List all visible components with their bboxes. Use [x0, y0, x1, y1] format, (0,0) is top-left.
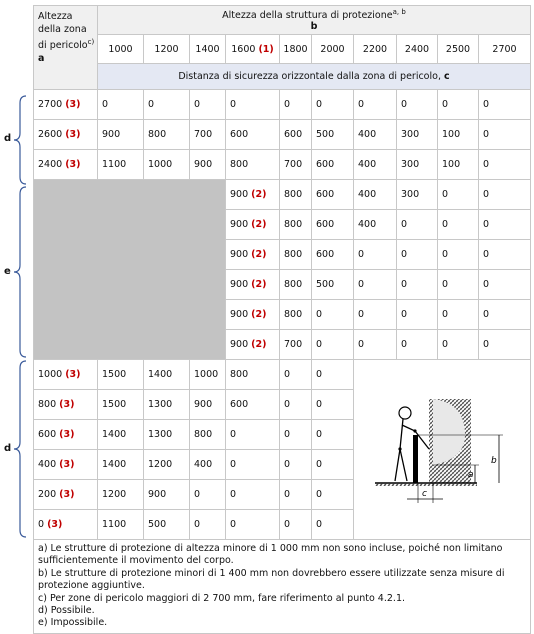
- table-cell: 800: [280, 300, 312, 330]
- table-cell: 0: [397, 240, 438, 270]
- column-header: 2200: [354, 35, 397, 64]
- header-c-label: Distanza di sicurezza orizzontale dalla zona di pericolo,: [178, 71, 441, 82]
- table-cell: 300: [397, 180, 438, 210]
- table-cell: 0: [144, 90, 190, 120]
- column-header: 1600 (1): [226, 35, 280, 64]
- table-cell: 0: [438, 90, 479, 120]
- header-a-sup: c): [87, 38, 95, 46]
- table-cell: 500: [312, 120, 354, 150]
- impossible-zone: [34, 180, 226, 360]
- table-cell: 600: [312, 150, 354, 180]
- table-cell: 0: [312, 480, 354, 510]
- footnote: c) Per zone di pericolo maggiori di 2 700 mm, fare riferimento al punto 4.2.1.: [38, 592, 406, 604]
- row-label: 0 (3): [34, 510, 98, 540]
- table-cell: 900 (2): [226, 270, 280, 300]
- column-header: 1200: [144, 35, 190, 64]
- table-row: [34, 360, 531, 390]
- table-cell: 0: [479, 240, 531, 270]
- table-cell: 800: [226, 150, 280, 180]
- table-cell: 800: [280, 210, 312, 240]
- header-b-letter: b: [310, 21, 318, 33]
- table-cell: 0: [226, 420, 280, 450]
- table-cell: 300: [397, 150, 438, 180]
- table-cell: 1400: [144, 360, 190, 390]
- table-cell: 800: [226, 360, 280, 390]
- table-cell: 0: [226, 450, 280, 480]
- table-cell: 0: [280, 420, 312, 450]
- table-cell: 900 (2): [226, 210, 280, 240]
- row-label: 1000 (3): [34, 360, 98, 390]
- table-cell: 0: [438, 210, 479, 240]
- footnotes: [34, 540, 531, 634]
- table-cell: 600: [226, 390, 280, 420]
- table-cell: 400: [190, 450, 226, 480]
- table-cell: 0: [312, 90, 354, 120]
- footnote: a) Le strutture di protezione di altezza minore di 1 000 mm non sono incluse, poiché non limitano sufficientemente il movimento del corpo.: [38, 543, 503, 567]
- table-cell: 1500: [98, 360, 144, 390]
- table-cell: 700: [280, 330, 312, 360]
- footnote: e) Impossibile.: [38, 617, 108, 629]
- figure-cell: [354, 360, 531, 540]
- table-cell: 0: [280, 360, 312, 390]
- table-cell: 0: [479, 90, 531, 120]
- table-cell: 0: [397, 270, 438, 300]
- table-cell: 900: [190, 390, 226, 420]
- table-cell: 0: [280, 480, 312, 510]
- table-cell: 0: [397, 90, 438, 120]
- table-cell: 600: [312, 240, 354, 270]
- table-cell: 0: [479, 210, 531, 240]
- safety-distance-table: [33, 5, 531, 634]
- table-cell: 0: [397, 300, 438, 330]
- table-cell: 500: [312, 270, 354, 300]
- table-cell: 900: [144, 480, 190, 510]
- table-cell: 0: [479, 270, 531, 300]
- table-cell: 1400: [98, 420, 144, 450]
- table-cell: 900 (2): [226, 180, 280, 210]
- table-cell: 400: [354, 210, 397, 240]
- row-label: 200 (3): [34, 480, 98, 510]
- table-row: [34, 120, 531, 150]
- table-cell: 0: [479, 120, 531, 150]
- table-cell: 0: [479, 300, 531, 330]
- figure-label-a: a: [468, 470, 474, 480]
- column-header: 1400: [190, 35, 226, 64]
- table-cell: 900: [98, 120, 144, 150]
- table-cell: 0: [479, 180, 531, 210]
- table-cell: 0: [312, 450, 354, 480]
- brace-letter-d1: d: [4, 133, 12, 144]
- table-cell: 0: [312, 510, 354, 540]
- header-b-label: Altezza della struttura di protezione: [222, 10, 393, 22]
- table-cell: 0: [354, 300, 397, 330]
- table-cell: 0: [479, 330, 531, 360]
- row-label: 2600 (3): [34, 120, 98, 150]
- table-cell: 0: [312, 420, 354, 450]
- table-row: [34, 90, 531, 120]
- table-cell: 0: [438, 180, 479, 210]
- table-cell: 0: [280, 390, 312, 420]
- table-cell: 0: [312, 360, 354, 390]
- table-cell: 0: [397, 210, 438, 240]
- table-cell: 1500: [98, 390, 144, 420]
- table-cell: 400: [354, 120, 397, 150]
- table-cell: 0: [280, 510, 312, 540]
- table-cell: 0: [438, 330, 479, 360]
- header-b-sup: a, b: [392, 7, 406, 16]
- table-cell: 0: [190, 510, 226, 540]
- table-cell: 0: [226, 480, 280, 510]
- table-cell: 800: [280, 270, 312, 300]
- table-cell: 700: [190, 120, 226, 150]
- table-cell: 0: [98, 90, 144, 120]
- table-cell: 0: [312, 330, 354, 360]
- header-b: [98, 6, 531, 35]
- table-cell: 800: [190, 420, 226, 450]
- figure-label-b: b: [491, 456, 497, 466]
- brace-letter-d2: d: [4, 443, 12, 454]
- table-cell: 100: [438, 120, 479, 150]
- table-cell: 0: [312, 390, 354, 420]
- table-cell: 300: [397, 120, 438, 150]
- row-label: 400 (3): [34, 450, 98, 480]
- table-cell: 700: [280, 150, 312, 180]
- table-cell: 0: [354, 270, 397, 300]
- footnote: b) Le strutture di protezione minori di 1 400 mm non dovrebbero essere utilizzate senza misure di protezione aggiuntive.: [38, 567, 505, 592]
- table-cell: 1300: [144, 420, 190, 450]
- row-label: 2400 (3): [34, 150, 98, 180]
- table-cell: 0: [438, 240, 479, 270]
- table-row: [34, 180, 531, 210]
- column-header: 1800: [280, 35, 312, 64]
- table-cell: 600: [312, 180, 354, 210]
- table-cell: 1100: [98, 150, 144, 180]
- table-cell: 900 (2): [226, 300, 280, 330]
- table-cell: 900: [190, 150, 226, 180]
- table-cell: 0: [438, 300, 479, 330]
- column-header: 2000: [312, 35, 354, 64]
- table-cell: 600: [226, 120, 280, 150]
- table-cell: 800: [280, 180, 312, 210]
- table-cell: 400: [354, 150, 397, 180]
- table-cell: 600: [280, 120, 312, 150]
- table-cell: 400: [354, 180, 397, 210]
- column-header: 1000: [98, 35, 144, 64]
- table-cell: 0: [280, 450, 312, 480]
- table-cell: 1400: [98, 450, 144, 480]
- header-a-letter: a: [38, 53, 45, 65]
- table-cell: 900 (2): [226, 330, 280, 360]
- header-a-label: Altezza della zona di pericolo: [38, 11, 88, 52]
- table-cell: 0: [190, 90, 226, 120]
- table-cell: 0: [312, 300, 354, 330]
- table-cell: 0: [438, 270, 479, 300]
- table-cell: 1300: [144, 390, 190, 420]
- row-label: 600 (3): [34, 420, 98, 450]
- table-cell: 1000: [144, 150, 190, 180]
- safety-distance-figure: [367, 383, 517, 513]
- table-cell: 0: [190, 480, 226, 510]
- table-cell: 800: [280, 240, 312, 270]
- table-cell: 0: [280, 90, 312, 120]
- table-cell: 1100: [98, 510, 144, 540]
- table-cell: 0: [354, 330, 397, 360]
- table-cell: 600: [312, 210, 354, 240]
- table-cell: 0: [397, 330, 438, 360]
- footnote: d) Possibile.: [38, 605, 95, 617]
- table-cell: 1000: [190, 360, 226, 390]
- header-c-letter: c: [444, 71, 450, 82]
- table-row: [34, 150, 531, 180]
- figure-label-c: c: [422, 489, 427, 499]
- table-cell: 800: [144, 120, 190, 150]
- table-cell: 0: [354, 90, 397, 120]
- table-cell: 1200: [144, 450, 190, 480]
- column-header: 2700: [479, 35, 531, 64]
- row-label: 800 (3): [34, 390, 98, 420]
- table-cell: 0: [226, 90, 280, 120]
- table-cell: 0: [479, 150, 531, 180]
- column-header: 2500: [438, 35, 479, 64]
- header-a: [34, 6, 98, 90]
- table-cell: 100: [438, 150, 479, 180]
- table-cell: 0: [226, 510, 280, 540]
- column-header: 2400: [397, 35, 438, 64]
- table-cell: 500: [144, 510, 190, 540]
- row-label: 2700 (3): [34, 90, 98, 120]
- table-cell: 0: [354, 240, 397, 270]
- brace-letter-e: e: [4, 266, 11, 277]
- header-c: [98, 64, 531, 90]
- table-cell: 900 (2): [226, 240, 280, 270]
- table-cell: 1200: [98, 480, 144, 510]
